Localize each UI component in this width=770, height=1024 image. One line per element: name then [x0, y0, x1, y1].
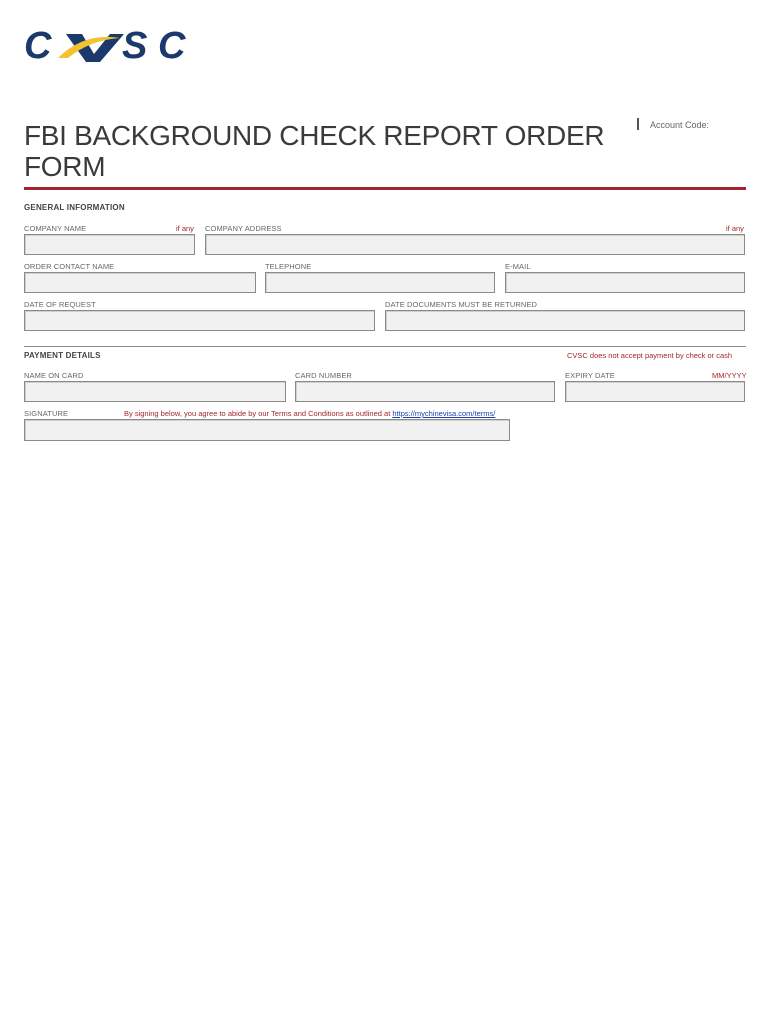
- account-code-label: Account Code:: [650, 120, 710, 130]
- date-of-request-field[interactable]: [24, 310, 375, 331]
- telephone-field[interactable]: [265, 272, 495, 293]
- logo-letter-c2: C: [158, 28, 186, 64]
- order-contact-name-label: ORDER CONTACT NAME: [24, 262, 115, 271]
- page-title: FBI BACKGROUND CHECK REPORT ORDER FORM: [24, 120, 605, 182]
- email-label: E-MAIL: [505, 262, 531, 271]
- expiry-date-field[interactable]: [565, 381, 745, 402]
- date-documents-returned-label: DATE DOCUMENTS MUST BE RETURNED: [385, 300, 537, 309]
- order-contact-name-field[interactable]: [24, 272, 256, 293]
- card-number-field[interactable]: [295, 381, 555, 402]
- date-documents-returned-field[interactable]: [385, 310, 745, 331]
- terms-link[interactable]: https://mychinevisa.com/terms/: [392, 409, 496, 418]
- card-number-label: CARD NUMBER: [295, 371, 352, 380]
- company-name-label: COMPANY NAME: [24, 224, 87, 233]
- name-on-card-label: NAME ON CARD: [24, 371, 84, 380]
- cvsc-logo: [24, 28, 202, 64]
- title-divider: [24, 187, 746, 190]
- company-address-label: COMPANY ADDRESS: [205, 224, 282, 233]
- payment-details-heading: PAYMENT DETAILS: [24, 351, 101, 360]
- general-information-heading: GENERAL INFORMATION: [24, 203, 125, 212]
- signature-notice: [124, 409, 495, 418]
- telephone-label: TELEPHONE: [265, 262, 312, 271]
- expiry-date-label: EXPIRY DATE: [565, 371, 615, 380]
- payment-note: CVSC does not accept payment by check or cash: [567, 351, 733, 360]
- section-divider: [24, 346, 746, 347]
- expiry-date-format-note: MM/YYYY: [712, 371, 747, 380]
- name-on-card-field[interactable]: [24, 381, 286, 402]
- company-name-note: if any: [176, 224, 194, 233]
- logo-letter-s: S: [122, 28, 148, 64]
- email-field[interactable]: [505, 272, 745, 293]
- date-of-request-label: DATE OF REQUEST: [24, 300, 96, 309]
- company-name-field[interactable]: [24, 234, 195, 255]
- company-address-note: if any: [726, 224, 744, 233]
- company-address-field[interactable]: [205, 234, 745, 255]
- signature-label: SIGNATURE: [24, 409, 69, 418]
- signature-field[interactable]: [24, 419, 510, 441]
- logo-letter-c1: C: [24, 28, 52, 64]
- signature-notice-text: By signing below, you agree to abide by our Terms and Conditions as outlined at: [124, 409, 393, 418]
- account-code-divider: [637, 118, 639, 130]
